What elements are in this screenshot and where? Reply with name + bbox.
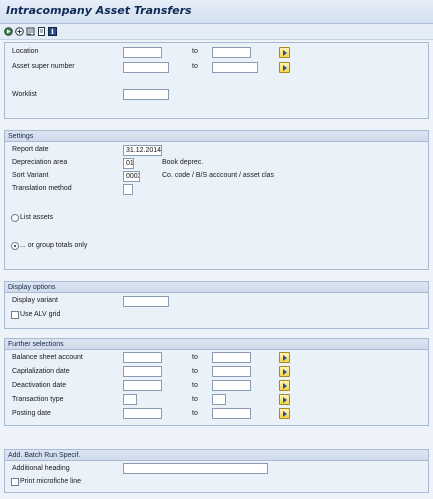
capitalization-date-multiple-selection-button[interactable]	[279, 366, 290, 377]
posting-date-from-input[interactable]	[123, 408, 162, 419]
transaction-type-to-label: to	[192, 396, 198, 403]
sort-variant-input[interactable]	[123, 171, 140, 182]
deactivation-date-from-input[interactable]	[123, 380, 162, 391]
transaction-type-multiple-selection-button[interactable]	[279, 394, 290, 405]
report-date-input[interactable]	[123, 145, 162, 156]
translation-method-label: Translation method	[12, 185, 72, 192]
transaction-type-to-input[interactable]	[212, 394, 226, 405]
location-to-input[interactable]	[212, 47, 251, 58]
depreciation-area-label: Depreciation area	[12, 159, 68, 166]
balance-sheet-account-multiple-selection-button[interactable]	[279, 352, 290, 363]
get-variant-icon[interactable]	[15, 27, 24, 36]
execute-icon[interactable]	[4, 27, 13, 36]
list-assets-label: List assets	[20, 214, 54, 221]
further-selections-header: Further selections	[5, 339, 428, 350]
display-options-group	[4, 281, 429, 329]
sort-variant-description: Co. code / B/S acccount / asset clas	[162, 172, 275, 179]
worklist-label: Worklist	[12, 91, 37, 98]
capitalization-date-to-label: to	[192, 368, 198, 375]
worklist-input[interactable]	[123, 89, 169, 100]
use-alv-grid-checkbox[interactable]	[11, 311, 19, 319]
display-variant-input[interactable]	[123, 296, 169, 307]
deactivation-date-multiple-selection-button[interactable]	[279, 380, 290, 391]
location-label: Location	[12, 48, 39, 55]
balance-sheet-account-from-input[interactable]	[123, 352, 162, 363]
display-variant-label: Display variant	[12, 297, 58, 304]
application-toolbar	[0, 24, 433, 40]
list-assets-radio[interactable]	[11, 214, 19, 222]
depreciation-area-input[interactable]	[123, 158, 134, 169]
asset-super-number-to-input[interactable]	[212, 62, 258, 73]
page-title: Intracompany Asset Transfers	[6, 4, 192, 17]
selection-options-icon[interactable]	[26, 27, 35, 36]
capitalization-date-label: Capitalization date	[12, 368, 70, 375]
asset-super-number-from-input[interactable]	[123, 62, 169, 73]
asset-super-number-multiple-selection-button[interactable]	[279, 62, 290, 73]
sort-variant-label: Sort Variant	[12, 172, 49, 179]
capitalization-date-to-input[interactable]	[212, 366, 251, 377]
posting-date-to-input[interactable]	[212, 408, 251, 419]
additional-heading-input[interactable]	[123, 463, 268, 474]
svg-text:i: i	[51, 27, 54, 36]
report-date-label: Report date	[12, 146, 49, 153]
program-documentation-icon[interactable]	[37, 27, 46, 36]
posting-date-to-label: to	[192, 410, 198, 417]
posting-date-multiple-selection-button[interactable]	[279, 408, 290, 419]
capitalization-date-from-input[interactable]	[123, 366, 162, 377]
print-microfiche-label: Print microfiche line	[20, 478, 82, 485]
asset-super-number-to-label: to	[192, 63, 198, 70]
settings-group	[4, 130, 429, 270]
location-multiple-selection-button[interactable]	[279, 47, 290, 58]
title-bar	[0, 0, 433, 24]
balance-sheet-account-to-input[interactable]	[212, 352, 251, 363]
info-icon[interactable]	[48, 27, 57, 36]
main-selections-group	[4, 42, 429, 119]
deactivation-date-to-label: to	[192, 382, 198, 389]
location-to-label: to	[192, 48, 198, 55]
group-totals-radio[interactable]	[11, 242, 19, 250]
balance-sheet-account-label: Balance sheet account	[12, 354, 83, 361]
balance-sheet-account-to-label: to	[192, 354, 198, 361]
display-options-header: Display options	[5, 282, 428, 293]
print-microfiche-checkbox[interactable]	[11, 478, 19, 486]
depreciation-area-description: Book deprec.	[162, 159, 204, 166]
additional-heading-label: Additional heading	[12, 465, 70, 472]
transaction-type-label: Transaction type	[12, 396, 64, 403]
translation-method-input[interactable]	[123, 184, 133, 195]
transaction-type-from-input[interactable]	[123, 394, 137, 405]
posting-date-label: Posting date	[12, 410, 51, 417]
use-alv-grid-label: Use ALV grid	[20, 311, 61, 318]
deactivation-date-to-input[interactable]	[212, 380, 251, 391]
location-from-input[interactable]	[123, 47, 162, 58]
further-selections-group	[4, 338, 429, 426]
batch-run-group	[4, 449, 429, 493]
settings-header: Settings	[5, 131, 428, 142]
deactivation-date-label: Deactivation date	[12, 382, 67, 389]
batch-run-header: Add. Batch Run Specif.	[5, 450, 428, 461]
asset-super-number-label: Asset super number	[12, 63, 75, 70]
group-totals-label: ... or group totals only	[20, 242, 88, 249]
